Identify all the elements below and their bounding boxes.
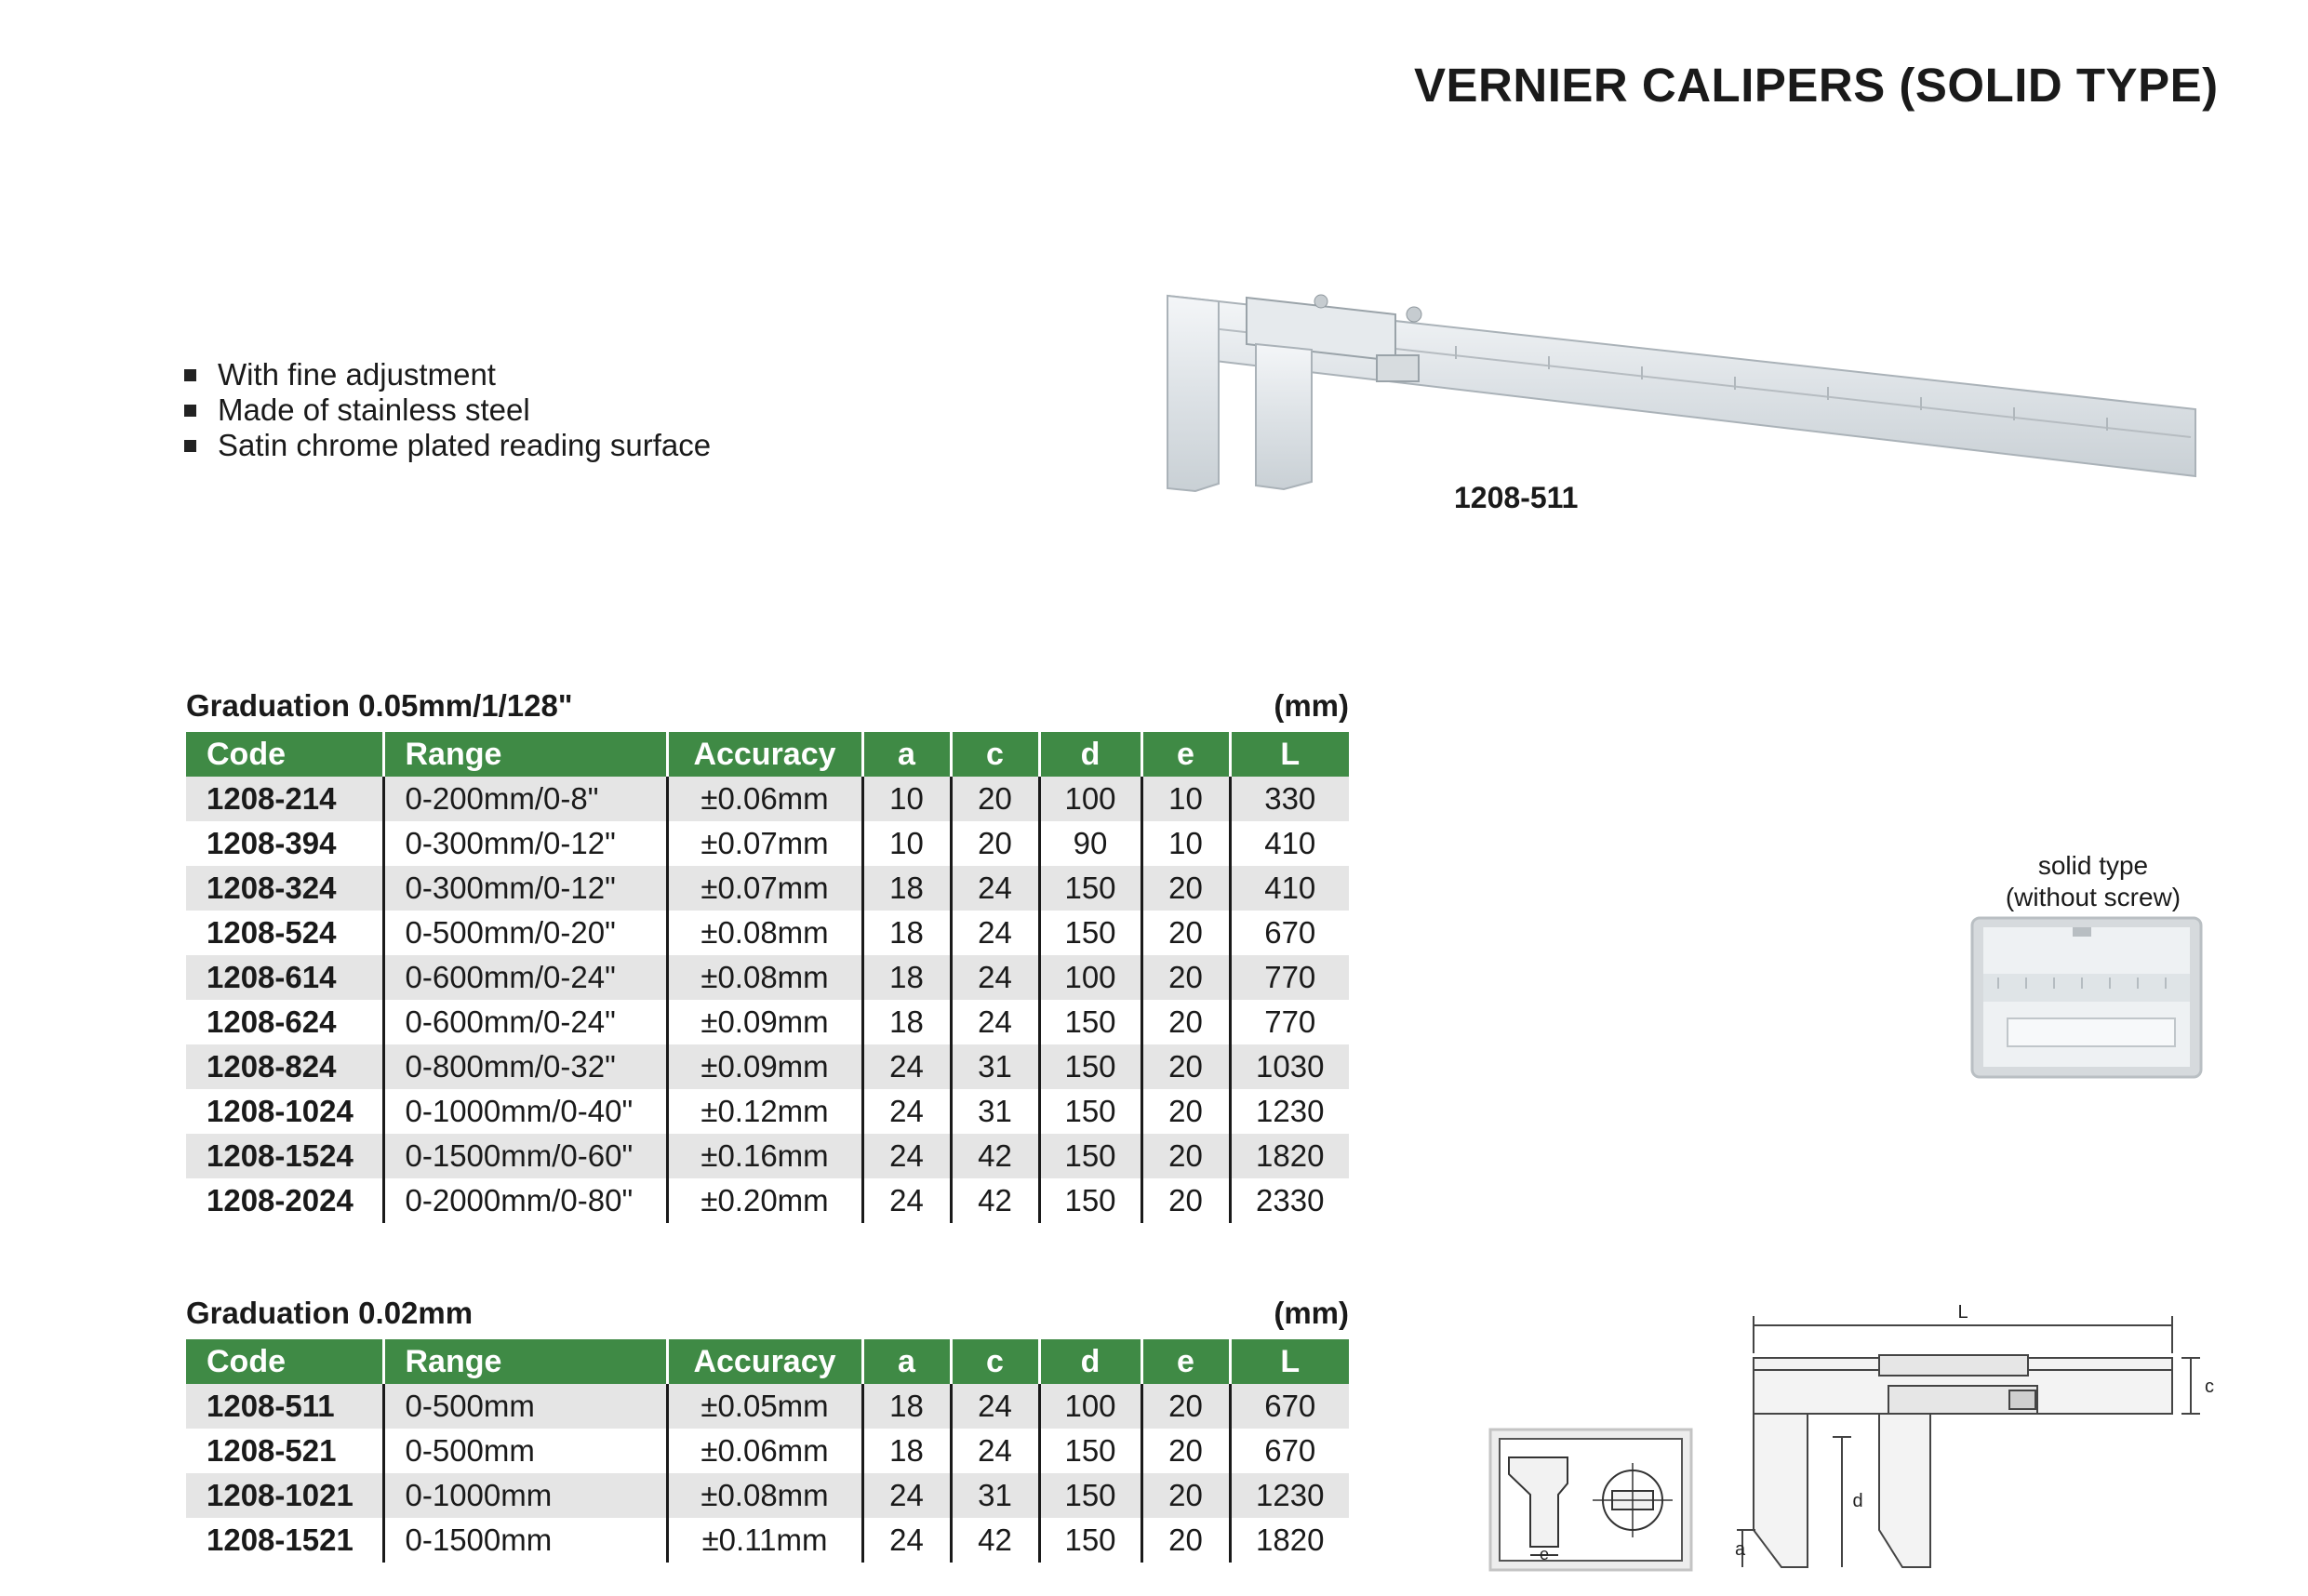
table-cell: 1030 — [1230, 1044, 1349, 1089]
table-cell: 0-300mm/0-12" — [383, 821, 667, 866]
table-cell: 670 — [1230, 1429, 1349, 1473]
table-cell: 150 — [1039, 911, 1141, 955]
table-cell: 20 — [1141, 1518, 1230, 1563]
column-header: c — [951, 732, 1039, 777]
table-cell: 24 — [862, 1089, 951, 1134]
product-code-cell: 1208-1024 — [186, 1089, 383, 1134]
table-cell: 20 — [951, 777, 1039, 821]
table-cell: 10 — [1141, 821, 1230, 866]
table-cell: 150 — [1039, 866, 1141, 911]
table-cell: 24 — [862, 1518, 951, 1563]
column-header: Accuracy — [667, 732, 862, 777]
column-header: e — [1141, 1339, 1230, 1384]
column-header: L — [1230, 732, 1349, 777]
table-cell: ±0.20mm — [667, 1178, 862, 1223]
table-cell: 24 — [862, 1134, 951, 1178]
table-cell: ±0.07mm — [667, 821, 862, 866]
product-code-cell: 1208-824 — [186, 1044, 383, 1089]
table-cell: ±0.16mm — [667, 1134, 862, 1178]
table-row — [186, 866, 1349, 911]
table-cell: 150 — [1039, 1429, 1141, 1473]
unit-label: (mm) — [1274, 688, 1349, 723]
product-code-cell: 1208-214 — [186, 777, 383, 821]
section-header-graduation-005 — [186, 688, 1349, 725]
table-cell: 670 — [1230, 911, 1349, 955]
table-cell: 20 — [1141, 1134, 1230, 1178]
table-cell: ±0.09mm — [667, 1044, 862, 1089]
table-cell: ±0.09mm — [667, 1000, 862, 1044]
column-header: Range — [383, 1339, 667, 1384]
table-row — [186, 1429, 1349, 1473]
product-code-cell: 1208-394 — [186, 821, 383, 866]
table-cell: 410 — [1230, 866, 1349, 911]
feature-list — [184, 357, 711, 463]
product-code-cell: 1208-511 — [186, 1384, 383, 1429]
spec-table-graduation-002 — [186, 1339, 1349, 1563]
product-code-caption: 1208-511 — [1454, 481, 1579, 514]
product-code-cell: 1208-324 — [186, 866, 383, 911]
table-cell: 20 — [1141, 1089, 1230, 1134]
table-row — [186, 1089, 1349, 1134]
solid-type-closeup-image — [1970, 916, 2203, 1079]
table-row — [186, 1044, 1349, 1089]
column-header: Code — [186, 732, 383, 777]
table-cell: 31 — [951, 1044, 1039, 1089]
table-cell: 20 — [1141, 955, 1230, 1000]
table-cell: 150 — [1039, 1089, 1141, 1134]
table-cell: 24 — [862, 1044, 951, 1089]
table-header-row — [186, 732, 1349, 777]
table-row — [186, 1518, 1349, 1563]
table-cell: 31 — [951, 1473, 1039, 1518]
product-code-cell: 1208-2024 — [186, 1178, 383, 1223]
table-row — [186, 1473, 1349, 1518]
table-row — [186, 821, 1349, 866]
table-cell: 2330 — [1230, 1178, 1349, 1223]
table-cell: 18 — [862, 955, 951, 1000]
table-cell: 20 — [1141, 1384, 1230, 1429]
table-cell: 1820 — [1230, 1134, 1349, 1178]
table-cell: 0-600mm/0-24" — [383, 955, 667, 1000]
table-cell: 1820 — [1230, 1518, 1349, 1563]
table-row — [186, 911, 1349, 955]
page-title: VERNIER CALIPERS (SOLID TYPE) — [1414, 59, 2219, 112]
jaw-cross-section-diagram — [1488, 1428, 1693, 1572]
table-cell: 24 — [951, 866, 1039, 911]
table-cell: 20 — [1141, 1000, 1230, 1044]
table-cell: 150 — [1039, 1518, 1141, 1563]
column-header: Accuracy — [667, 1339, 862, 1384]
table-cell: 42 — [951, 1134, 1039, 1178]
table-cell: 20 — [1141, 1044, 1230, 1089]
spec-table-graduation-005 — [186, 732, 1349, 1223]
column-header: e — [1141, 732, 1230, 777]
table-cell: 0-300mm/0-12" — [383, 866, 667, 911]
table-cell: 770 — [1230, 955, 1349, 1000]
table-row — [186, 1134, 1349, 1178]
table-header-row — [186, 1339, 1349, 1384]
table-cell: 150 — [1039, 1044, 1141, 1089]
table-cell: 670 — [1230, 1384, 1349, 1429]
unit-label: (mm) — [1274, 1296, 1349, 1330]
table-cell: 10 — [862, 777, 951, 821]
table-cell: 18 — [862, 911, 951, 955]
table-cell: 100 — [1039, 1384, 1141, 1429]
column-header: d — [1039, 732, 1141, 777]
table-cell: ±0.12mm — [667, 1089, 862, 1134]
table-cell: 24 — [862, 1473, 951, 1518]
table-cell: 20 — [1141, 866, 1230, 911]
svg-text:e: e — [1539, 1545, 1550, 1563]
table-cell: 42 — [951, 1178, 1039, 1223]
table-cell: 0-500mm — [383, 1429, 667, 1473]
table-cell: 0-1000mm — [383, 1473, 667, 1518]
table-cell: 1230 — [1230, 1473, 1349, 1518]
column-header: a — [862, 732, 951, 777]
table-cell: ±0.08mm — [667, 911, 862, 955]
table-cell: 18 — [862, 866, 951, 911]
column-header: Range — [383, 732, 667, 777]
table-cell: 770 — [1230, 1000, 1349, 1044]
svg-text:L: L — [1957, 1302, 1968, 1323]
section-title: Graduation 0.05mm/1/128" — [186, 688, 573, 723]
table-cell: 10 — [862, 821, 951, 866]
caliper-product-image — [1130, 270, 2200, 507]
table-cell: 150 — [1039, 1134, 1141, 1178]
feature-item: Made of stainless steel — [184, 392, 711, 428]
table-cell: 0-1500mm — [383, 1518, 667, 1563]
table-cell: 20 — [1141, 1178, 1230, 1223]
table-row — [186, 955, 1349, 1000]
table-cell: 0-500mm — [383, 1384, 667, 1429]
table-cell: 42 — [951, 1518, 1039, 1563]
table-cell: 20 — [1141, 911, 1230, 955]
product-code-cell: 1208-524 — [186, 911, 383, 955]
table-cell: 330 — [1230, 777, 1349, 821]
square-bullet-icon — [184, 369, 196, 381]
product-code-cell: 1208-521 — [186, 1429, 383, 1473]
table-cell: 0-600mm/0-24" — [383, 1000, 667, 1044]
table-cell: ±0.08mm — [667, 955, 862, 1000]
table-cell: 0-1000mm/0-40" — [383, 1089, 667, 1134]
svg-text:c: c — [2205, 1377, 2214, 1397]
table-row — [186, 777, 1349, 821]
inset-caption: solid type (without screw) — [2005, 851, 2181, 911]
square-bullet-icon — [184, 440, 196, 452]
table-cell: 18 — [862, 1429, 951, 1473]
table-cell: 20 — [1141, 1473, 1230, 1518]
table-cell: 0-800mm/0-32" — [383, 1044, 667, 1089]
table-cell: 20 — [951, 821, 1039, 866]
product-code-cell: 1208-614 — [186, 955, 383, 1000]
table-cell: 100 — [1039, 777, 1141, 821]
table-row — [186, 1384, 1349, 1429]
table-cell: 0-2000mm/0-80" — [383, 1178, 667, 1223]
caliper-dimension-drawing — [1735, 1297, 2219, 1576]
table-cell: 0-200mm/0-8" — [383, 777, 667, 821]
svg-text:a: a — [1735, 1539, 1746, 1560]
table-cell: ±0.07mm — [667, 866, 862, 911]
table-cell: 20 — [1141, 1429, 1230, 1473]
table-cell: 90 — [1039, 821, 1141, 866]
product-code-cell: 1208-1524 — [186, 1134, 383, 1178]
table-cell: ±0.08mm — [667, 1473, 862, 1518]
column-header: d — [1039, 1339, 1141, 1384]
table-cell: 24 — [951, 1429, 1039, 1473]
table-cell: 24 — [951, 911, 1039, 955]
table-cell: 150 — [1039, 1178, 1141, 1223]
table-cell: 24 — [951, 1000, 1039, 1044]
table-cell: 24 — [951, 955, 1039, 1000]
feature-item: Satin chrome plated reading surface — [184, 428, 711, 463]
column-header: a — [862, 1339, 951, 1384]
table-cell: 10 — [1141, 777, 1230, 821]
section-title: Graduation 0.02mm — [186, 1296, 474, 1330]
table-cell: ±0.05mm — [667, 1384, 862, 1429]
table-cell: 1230 — [1230, 1089, 1349, 1134]
svg-text:d: d — [1852, 1491, 1863, 1511]
table-row — [186, 1178, 1349, 1223]
table-cell: 0-1500mm/0-60" — [383, 1134, 667, 1178]
table-cell: ±0.06mm — [667, 1429, 862, 1473]
table-cell: ±0.11mm — [667, 1518, 862, 1563]
table-cell: 24 — [951, 1384, 1039, 1429]
table-cell: 410 — [1230, 821, 1349, 866]
column-header: c — [951, 1339, 1039, 1384]
table-cell: 150 — [1039, 1473, 1141, 1518]
feature-item: With fine adjustment — [184, 357, 711, 392]
column-header: Code — [186, 1339, 383, 1384]
table-cell: 150 — [1039, 1000, 1141, 1044]
table-cell: 24 — [862, 1178, 951, 1223]
table-cell: 0-500mm/0-20" — [383, 911, 667, 955]
square-bullet-icon — [184, 405, 196, 417]
table-row — [186, 1000, 1349, 1044]
column-header: L — [1230, 1339, 1349, 1384]
table-cell: 18 — [862, 1384, 951, 1429]
section-header-graduation-002 — [186, 1296, 1349, 1333]
table-cell: ±0.06mm — [667, 777, 862, 821]
product-code-cell: 1208-624 — [186, 1000, 383, 1044]
table-cell: 18 — [862, 1000, 951, 1044]
table-cell: 100 — [1039, 955, 1141, 1000]
product-code-cell: 1208-1521 — [186, 1518, 383, 1563]
table-cell: 31 — [951, 1089, 1039, 1134]
product-code-cell: 1208-1021 — [186, 1473, 383, 1518]
